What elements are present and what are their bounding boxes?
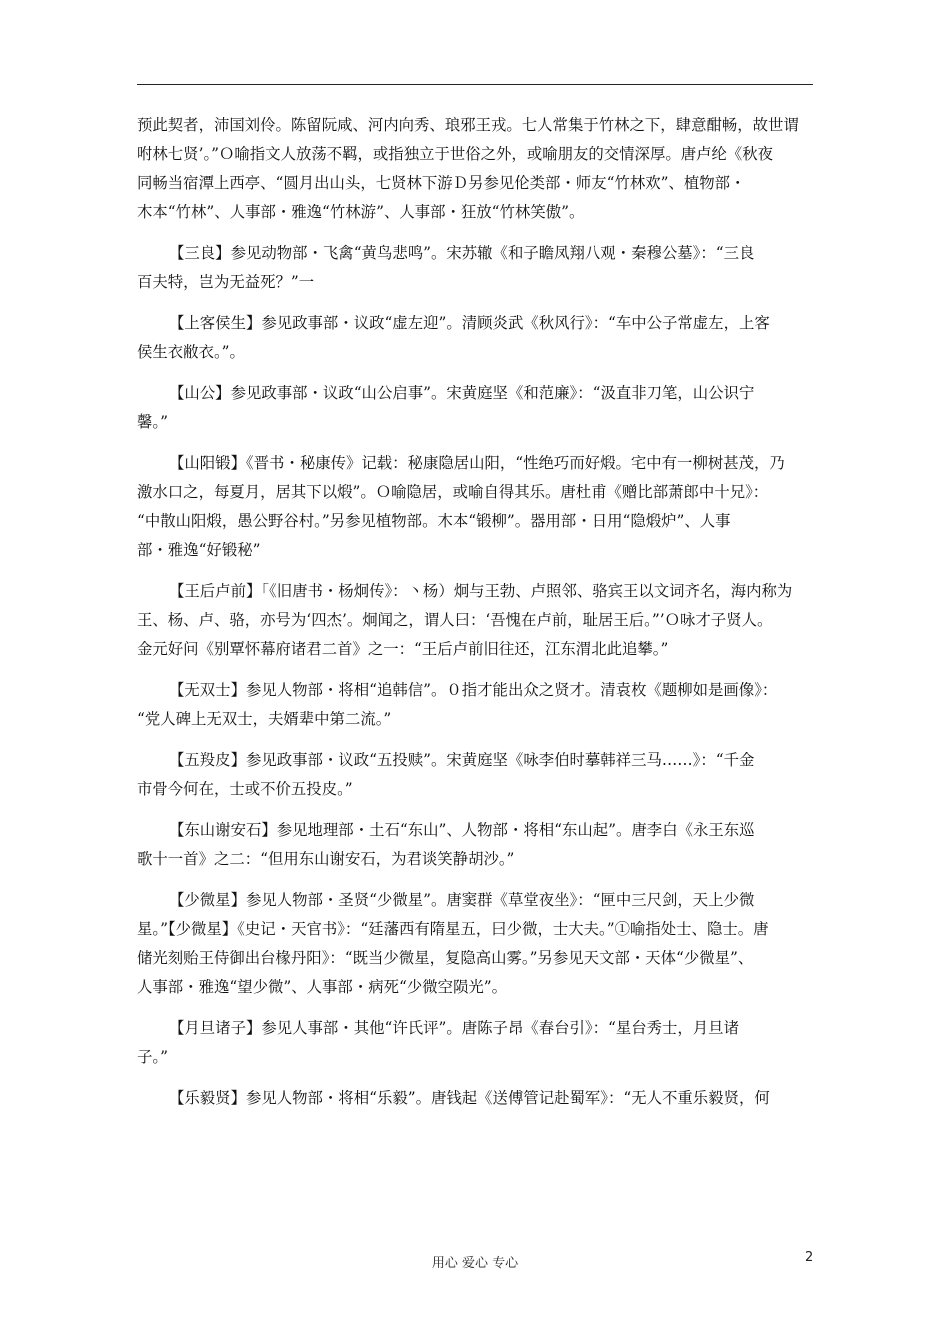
text-line: 部・雅逸“好锻秘” xyxy=(137,541,261,559)
text-line: 馨。” xyxy=(137,413,168,431)
text-line: 星。”【少微星】《史记・天官书》：“廷藩西有隋星五，曰少微，士大夫。”①喻指处士、隐士。唐 xyxy=(137,920,769,938)
entry-wu-gu-pi xyxy=(137,746,813,804)
entry-shang-ke-hou-sheng xyxy=(137,309,813,367)
header-rule xyxy=(137,84,813,85)
text-line: 市骨今何在，士或不价五投皮。” xyxy=(137,780,353,798)
text-line: “中散山阳煅，愚公野谷村。”另参见植物部。木本“锻柳”。器用部・日用“隐煅炉”、人事 xyxy=(137,512,731,530)
entry-wang-hou-lu-qian xyxy=(137,577,813,664)
text-line: 咐林七贤’。”Ｏ喻指文人放荡不羁，或指独立于世俗之外，或喻朋友的交情深厚。唐卢纶《秋夜 xyxy=(137,145,774,163)
text-line: 【山阳锻】《晋书・秘康传》记载：秘康隐居山阳，“性绝巧而好煅。宅中有一柳树甚茂，乃 xyxy=(169,454,785,472)
text-line: 百夫特，岂为无益死？”一 xyxy=(137,273,315,291)
text-line: 【王后卢前】「《旧唐书・杨炯传》：丶杨）炯与王勃、卢照邻、骆宾王以文词齐名，海内称为 xyxy=(169,582,793,600)
text-line: 人事部・雅逸“望少微”、人事部・病死“少微空陨光”。 xyxy=(137,978,508,996)
text-line: 【三良】参见动物部・飞禽“黄鸟悲鸣”。宋苏辙《和子瞻凤翔八观・秦穆公墓》：“三良 xyxy=(169,244,755,262)
entry-san-liang xyxy=(137,239,813,297)
text-line: 【乐毅贤】参见人物部・将相“乐毅”。唐钱起《送傅管记赴蜀军》：“无人不重乐毅贤，何 xyxy=(169,1089,770,1107)
page-number: 2 xyxy=(805,1250,814,1265)
text-line: “党人碑上无双士，夫婿辈中第二流。” xyxy=(137,710,392,728)
text-line: 【月旦诸子】参见人事部・其他“许氏评”。唐陈子昂《春台引》：“星台秀士，月旦诸 xyxy=(169,1019,739,1037)
text-line: 王、杨、卢、骆，亦号为‘四杰’。炯闻之，谓人曰：‘吾愧在卢前，耻居王后。”’Ｏ咏才子贤人。 xyxy=(137,611,773,629)
entry-yue-dan-zhu-zi xyxy=(137,1014,813,1072)
text-line: 子。” xyxy=(137,1048,168,1066)
text-line: 【无双士】参见人物部・将相“追韩信”。０指才能出众之贤才。清袁枚《题柳如是画像》： xyxy=(169,681,778,699)
text-line: 同畅当宿潭上西亭、“圆月出山头，七贤林下游Ｄ另参见伦类部・师友“竹林欢”、植物部・ xyxy=(137,174,746,192)
text-line: 歌十一首》之二：“但用东山谢安石，为君谈笑静胡沙。” xyxy=(137,850,515,868)
document-body xyxy=(137,111,813,1113)
entry-shao-wei-xing xyxy=(137,886,813,1002)
paragraph xyxy=(137,111,813,227)
text-line: 【上客侯生】参见政事部・议政“虚左迎”。清顾炎武《秋风行》：“车中公子常虚左，上客 xyxy=(169,314,770,332)
text-line: 储光刻贻王侍御出台椽丹阳》：“既当少微星，复隐高山雾。”另参见天文部・天体“少微星”、 xyxy=(137,949,754,967)
text-line: 金元好问《别覃怀幕府诸君二首》之一：“王后卢前旧往还，江东渭北此追攀。” xyxy=(137,640,669,658)
entry-shan-yang-duan xyxy=(137,449,813,565)
text-line: 侯生衣敝衣。”。 xyxy=(137,343,245,361)
entry-dong-shan-xie-an-shi xyxy=(137,816,813,874)
text-line: 【山公】参见政事部・议政“山公启事”。宋黄庭坚《和范廉》：“汲直非刀笔，山公识宁 xyxy=(169,384,755,402)
text-line: 激水口之，每夏月，居其下以煅”。Ｏ喻隐居，或喻自得其乐。唐杜甫《赠比部萧郎中十兄》： xyxy=(137,483,769,501)
text-line: 【东山谢安石】参见地理部・土石“东山”、人物部・将相“东山起”。唐李白《永王东巡 xyxy=(169,821,755,839)
text-line: 预此契者，沛国刘伶。陈留阮咸、河内向秀、琅邪王戎。七人常集于竹林之下，肆意酣畅，故世谓 xyxy=(137,116,799,134)
text-line: 木本“竹林”、人事部・雅逸“竹林游”、人事部・狂放“竹林笑傲”。 xyxy=(137,203,585,221)
text-line: 【少微星】参见人物部・圣贤“少微星”。唐窦群《草堂夜坐》：“匣中三尺剑，天上少微 xyxy=(169,891,755,909)
entry-le-yi-xian xyxy=(137,1084,813,1113)
entry-wu-shuang-shi xyxy=(137,676,813,734)
footer-motto: 用心 爱心 专心 xyxy=(431,1256,519,1271)
text-line: 【五羖皮】参见政事部・议政“五投赎”。宋黄庭坚《咏李伯时摹韩祥三马……》：“千金 xyxy=(169,751,755,769)
entry-shan-gong xyxy=(137,379,813,437)
